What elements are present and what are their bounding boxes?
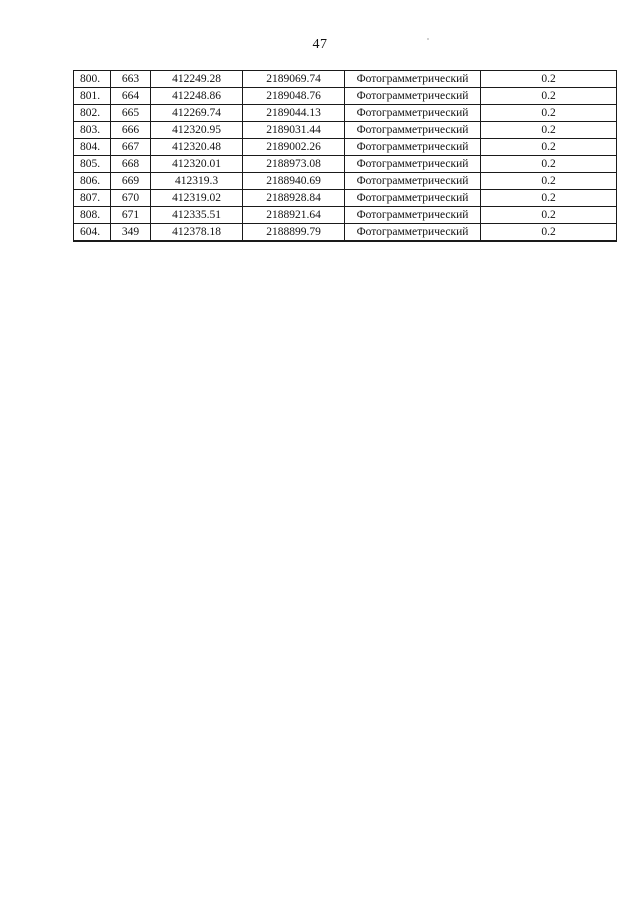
table-row xyxy=(74,88,617,105)
accuracy: 0.2 xyxy=(481,156,617,173)
x-coordinate: 412320.95 xyxy=(151,122,243,139)
method: Фотограмметрический xyxy=(345,71,481,88)
coordinates-table-body xyxy=(74,71,617,242)
table-row xyxy=(74,71,617,88)
x-coordinate: 412378.18 xyxy=(151,224,243,242)
accuracy: 0.2 xyxy=(481,71,617,88)
y-coordinate: 2188973.08 xyxy=(243,156,345,173)
x-coordinate: 412335.51 xyxy=(151,207,243,224)
point-id: 349 xyxy=(111,224,151,242)
accuracy: 0.2 xyxy=(481,173,617,190)
point-id: 666 xyxy=(111,122,151,139)
point-number: 807. xyxy=(74,190,111,207)
table-row xyxy=(74,105,617,122)
point-id: 668 xyxy=(111,156,151,173)
point-number: 803. xyxy=(74,122,111,139)
y-coordinate: 2188940.69 xyxy=(243,173,345,190)
method: Фотограмметрический xyxy=(345,105,481,122)
accuracy: 0.2 xyxy=(481,88,617,105)
table-row xyxy=(74,139,617,156)
accuracy: 0.2 xyxy=(481,139,617,156)
point-number: 604. xyxy=(74,224,111,242)
x-coordinate: 412319.02 xyxy=(151,190,243,207)
y-coordinate: 2189044.13 xyxy=(243,105,345,122)
point-id: 670 xyxy=(111,190,151,207)
table-row xyxy=(74,207,617,224)
method: Фотограмметрический xyxy=(345,156,481,173)
accuracy: 0.2 xyxy=(481,190,617,207)
scan-speck xyxy=(427,38,429,40)
point-id: 671 xyxy=(111,207,151,224)
accuracy: 0.2 xyxy=(481,105,617,122)
y-coordinate: 2189048.76 xyxy=(243,88,345,105)
method: Фотограмметрический xyxy=(345,190,481,207)
point-id: 664 xyxy=(111,88,151,105)
x-coordinate: 412320.01 xyxy=(151,156,243,173)
point-id: 665 xyxy=(111,105,151,122)
method: Фотограмметрический xyxy=(345,173,481,190)
y-coordinate: 2188928.84 xyxy=(243,190,345,207)
x-coordinate: 412249.28 xyxy=(151,71,243,88)
method: Фотограмметрический xyxy=(345,224,481,242)
point-number: 808. xyxy=(74,207,111,224)
point-number: 802. xyxy=(74,105,111,122)
table-row xyxy=(74,122,617,139)
y-coordinate: 2188921.64 xyxy=(243,207,345,224)
point-id: 669 xyxy=(111,173,151,190)
point-number: 805. xyxy=(74,156,111,173)
accuracy: 0.2 xyxy=(481,224,617,242)
coordinates-table xyxy=(73,70,617,242)
method: Фотограмметрический xyxy=(345,88,481,105)
point-number: 800. xyxy=(74,71,111,88)
x-coordinate: 412269.74 xyxy=(151,105,243,122)
y-coordinate: 2189031.44 xyxy=(243,122,345,139)
table-row xyxy=(74,190,617,207)
table-row xyxy=(74,173,617,190)
table-row xyxy=(74,224,617,242)
page-number: 47 xyxy=(312,37,328,52)
x-coordinate: 412319.3 xyxy=(151,173,243,190)
point-id: 667 xyxy=(111,139,151,156)
method: Фотограмметрический xyxy=(345,207,481,224)
accuracy: 0.2 xyxy=(481,207,617,224)
point-number: 806. xyxy=(74,173,111,190)
table-row xyxy=(74,156,617,173)
x-coordinate: 412320.48 xyxy=(151,139,243,156)
method: Фотограмметрический xyxy=(345,122,481,139)
point-number: 801. xyxy=(74,88,111,105)
method: Фотограмметрический xyxy=(345,139,481,156)
y-coordinate: 2188899.79 xyxy=(243,224,345,242)
y-coordinate: 2189002.26 xyxy=(243,139,345,156)
point-number: 804. xyxy=(74,139,111,156)
point-id: 663 xyxy=(111,71,151,88)
x-coordinate: 412248.86 xyxy=(151,88,243,105)
accuracy: 0.2 xyxy=(481,122,617,139)
y-coordinate: 2189069.74 xyxy=(243,71,345,88)
